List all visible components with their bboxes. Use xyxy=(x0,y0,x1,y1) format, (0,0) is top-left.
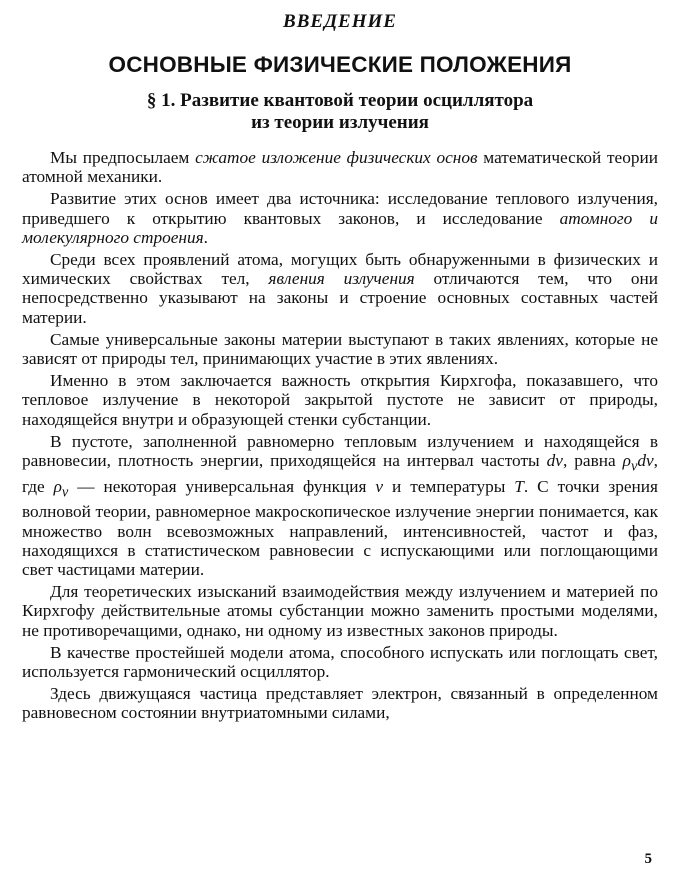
body-text xyxy=(22,148,658,723)
paragraph-5: Именно в этом заключается важность открытия Кирхгофа, показавшего, что тепловое излучение в некоторой закрытой пустоте не зависит от природы, находящейся внутри и образующей стенки субстанции. xyxy=(22,371,658,429)
math-subscript: ν xyxy=(630,458,638,475)
paragraph-2 xyxy=(22,189,658,247)
paragraph-text: и температуры xyxy=(383,476,515,496)
math-symbol: dν xyxy=(637,451,654,471)
math-symbol: T xyxy=(514,476,524,496)
paragraph-text: . С точки зрения волновой теории, равномерное макроскопическое излучение энергии понимается, как множество волн всевозможных направлений, интенсивностей, частот и фаз, находящихся в статистическом равновесии с испускающими или поглощающими свет частицами материи. xyxy=(22,476,658,579)
math-symbol: ρ xyxy=(53,476,62,496)
paragraph-text: В пустоте, заполненной равномерно тепловым излучением и находящейся в равновесии, плотность энергии, приходящейся на интервал частоты xyxy=(22,431,658,471)
math-symbol: dν xyxy=(546,451,563,471)
paragraph-text: — некоторая универсальная функция xyxy=(68,476,376,496)
page-number: 5 xyxy=(644,851,652,867)
emphasis-text: атомного и молекулярного строения xyxy=(22,208,658,247)
paragraph-text: математической теории атомной механики. xyxy=(22,148,658,187)
paragraph-9: Здесь движущаяся частица представляет электрон, связанный в определенном равновесном состоянии внутриатомными силами, xyxy=(22,684,658,723)
math-subscript: ν xyxy=(61,484,69,501)
paragraph-text: Среди всех проявлений атома, могущих быть обнаруженными в физических и химических свойствах тел, xyxy=(22,250,658,289)
paragraph-3 xyxy=(22,250,658,327)
paragraph-text: Развитие этих основ имеет два источника: исследование теплового излучения, приведшего к открытию квантовых законов, и исследование xyxy=(22,189,658,228)
paragraph-text: , равна xyxy=(562,451,623,471)
math-symbol: ρ xyxy=(622,451,631,471)
emphasis-text: сжатое изложение физических основ xyxy=(195,148,478,167)
chapter-heading: ВВЕДЕНИЕ xyxy=(283,11,397,32)
section-title xyxy=(22,90,658,134)
paragraph-4: Самые универсальные законы материи выступают в таких явлениях, которые не зависят от природы тел, принимающих участие в этих явлениях. xyxy=(22,329,658,369)
section-title-line-1: § 1. Развитие квантовой теории осциллятора xyxy=(146,90,534,111)
paragraph-6 xyxy=(22,432,658,579)
page-title: ОСНОВНЫЕ ФИЗИЧЕСКИЕ ПОЛОЖЕНИЯ xyxy=(108,52,572,77)
paragraph-1 xyxy=(22,148,658,186)
paragraph-text: отличаются тем, что они непосредственно указывают на законы и строение основных составных частей материи. xyxy=(22,269,658,327)
paragraph-7: Для теоретических изысканий взаимодействия между излучением и материей по Кирхгофу действительные атомы субстанции можно заменить простыми моделями, не противоречащими, однако, ни одному из известных законов природы. xyxy=(22,582,658,640)
paragraph-text: . xyxy=(203,227,208,247)
paragraph-text: Мы предпосылаем xyxy=(50,148,196,167)
section-title-line-2: из теории излучения xyxy=(251,112,429,133)
emphasis-text: явления излучения xyxy=(268,269,415,289)
math-symbol: ν xyxy=(375,476,384,496)
paragraph-8: В качестве простейшей модели атома, способного испускать или поглощать свет, используется гармонический осциллятор. xyxy=(22,642,658,681)
paragraph-text: , где xyxy=(22,451,658,496)
